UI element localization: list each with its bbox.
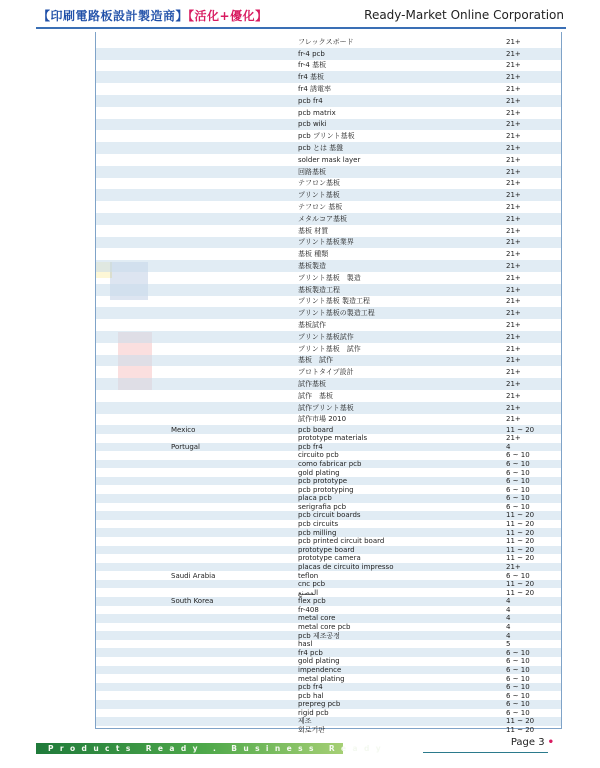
cell-keyword: fr4 基板 — [298, 73, 325, 82]
cell-keyword: テフロン基板 — [298, 179, 340, 188]
cell-keyword: プリント基板の製造工程 — [298, 309, 375, 318]
cell-keyword: 基板製造工程 — [298, 285, 340, 294]
cell-rank: 5 — [506, 640, 511, 649]
cell-rank: 21+ — [506, 344, 521, 353]
table-row — [96, 83, 561, 95]
table-row — [96, 623, 561, 632]
table-row — [96, 460, 561, 469]
cell-rank: 21+ — [506, 562, 521, 571]
cell-keyword: 基板 試作 — [298, 356, 333, 365]
cell-keyword: pcb milling — [298, 528, 337, 537]
cell-rank: 6 ~ 10 — [506, 502, 530, 511]
cell-rank: 11 ~ 20 — [506, 528, 535, 537]
cell-rank: 21+ — [506, 273, 521, 282]
cell-keyword: fr4 pcb — [298, 648, 323, 657]
cell-rank: 11 ~ 20 — [506, 580, 535, 589]
cell-rank: 21+ — [506, 297, 521, 306]
table-row — [96, 468, 561, 477]
cell-keyword: pcb matrix — [298, 108, 336, 117]
cell-keyword: placas de circuito impresso — [298, 562, 394, 571]
cell-rank: 21+ — [506, 167, 521, 176]
cell-country: Mexico — [171, 425, 196, 434]
cell-rank: 21+ — [506, 238, 521, 247]
company-name: Ready-Market Online Corporation — [364, 8, 564, 22]
cell-rank: 4 — [506, 623, 511, 632]
table-row — [96, 178, 561, 190]
cell-keyword: fr-4 基板 — [298, 61, 327, 70]
table-row — [96, 503, 561, 512]
table-row — [96, 107, 561, 119]
cell-country: South Korea — [171, 597, 214, 606]
cell-rank: 6 ~ 10 — [506, 700, 530, 709]
cell-keyword: pcb とは 基盤 — [298, 144, 344, 153]
table-row — [96, 272, 561, 284]
table-row — [96, 597, 561, 606]
cell-rank: 11 ~ 20 — [506, 717, 535, 726]
cell-rank: 21+ — [506, 321, 521, 330]
cell-rank: 11 ~ 20 — [506, 588, 535, 597]
cell-rank: 6 ~ 10 — [506, 708, 530, 717]
table-row — [96, 640, 561, 649]
cell-rank: 11 ~ 20 — [506, 554, 535, 563]
header-divider — [36, 27, 566, 29]
cell-keyword: メタルコア基板 — [298, 214, 347, 223]
cell-rank: 6 ~ 10 — [506, 691, 530, 700]
page-number — [511, 737, 554, 748]
cell-country: Saudi Arabia — [171, 571, 216, 580]
cell-rank: 6 ~ 10 — [506, 477, 530, 486]
cell-rank: 4 — [506, 614, 511, 623]
cell-keyword: metal core — [298, 614, 336, 623]
cell-keyword: 回路基板 — [298, 167, 326, 176]
cell-keyword: フレックスボード — [298, 37, 354, 46]
table-row — [96, 528, 561, 537]
cell-rank: 21+ — [506, 415, 521, 424]
table-row — [96, 614, 561, 623]
cell-keyword: prototype board — [298, 545, 355, 554]
title-accent: 【活化+優化】 — [188, 9, 268, 23]
cell-country: Portugal — [171, 442, 200, 451]
table-row — [96, 648, 561, 657]
table-row — [96, 606, 561, 615]
table-row — [96, 683, 561, 692]
cell-keyword: prototype materials — [298, 434, 368, 443]
keyword-ranking-table — [95, 32, 562, 734]
cell-rank: 21+ — [506, 179, 521, 188]
document-title — [38, 7, 268, 24]
table-row — [96, 378, 561, 390]
cell-rank: 6 ~ 10 — [506, 460, 530, 468]
cell-rank: 21+ — [506, 144, 521, 153]
table-row — [96, 709, 561, 718]
table-row — [96, 48, 561, 60]
table-row — [96, 571, 561, 580]
cell-keyword: プリント基板 製造 — [298, 273, 361, 282]
table-row — [96, 434, 561, 443]
cell-keyword: 基板製造 — [298, 262, 326, 271]
table-row — [96, 284, 561, 296]
cell-keyword: fr-408 — [298, 605, 319, 614]
cell-keyword: 試作プリント基板 — [298, 403, 354, 412]
table-row — [96, 537, 561, 546]
cell-rank: 21+ — [506, 203, 521, 212]
cell-rank: 6 ~ 10 — [506, 451, 530, 460]
table-row — [96, 726, 561, 735]
cell-rank: 6 ~ 10 — [506, 683, 530, 692]
cell-keyword: pcb プリント基板 — [298, 132, 355, 141]
cell-rank: 21+ — [506, 61, 521, 70]
cell-rank: 21+ — [506, 155, 521, 164]
cell-keyword: pcb prototype — [298, 477, 348, 486]
cell-rank: 4 — [506, 631, 511, 640]
table-row — [96, 237, 561, 249]
cell-rank: 21+ — [506, 214, 521, 223]
cell-keyword: pcb wiki — [298, 120, 327, 129]
table-row — [96, 494, 561, 503]
cell-keyword: impendence — [298, 665, 342, 674]
table-row — [96, 130, 561, 142]
cell-keyword: metal plating — [298, 674, 345, 683]
cell-keyword: テフロン 基板 — [298, 203, 343, 212]
cell-rank: 11 ~ 20 — [506, 545, 535, 554]
cell-keyword: flex pcb — [298, 597, 326, 606]
table-row — [96, 225, 561, 237]
cell-rank: 21+ — [506, 96, 521, 105]
table-row — [96, 588, 561, 597]
table-row — [96, 71, 561, 83]
cell-rank: 21+ — [506, 403, 521, 412]
table-row — [96, 414, 561, 426]
table-row — [96, 166, 561, 178]
cell-keyword: hasl — [298, 640, 313, 649]
cell-rank: 4 — [506, 442, 511, 451]
page-label: Page 3 — [510, 737, 545, 748]
table-row — [96, 402, 561, 414]
cell-keyword: 試作基板 — [298, 380, 326, 389]
cell-keyword: prepreg pcb — [298, 700, 341, 709]
table-row — [96, 189, 561, 201]
cell-keyword: pcb fr4 — [298, 96, 323, 105]
table-row — [96, 331, 561, 343]
table-row — [96, 319, 561, 331]
cell-keyword: pcb circuits — [298, 520, 339, 529]
table-row — [96, 260, 561, 272]
cell-keyword: pcb board — [298, 425, 334, 434]
cell-rank: 4 — [506, 597, 511, 606]
cell-keyword: pcb circuit boards — [298, 511, 361, 520]
cell-rank: 21+ — [506, 391, 521, 400]
table-row — [96, 154, 561, 166]
cell-rank: 21+ — [506, 120, 521, 129]
cell-rank: 21+ — [506, 250, 521, 259]
cell-rank: 21+ — [506, 37, 521, 46]
table-row — [96, 142, 561, 154]
cell-keyword: rigid pcb — [298, 708, 329, 717]
cell-rank: 6 ~ 10 — [506, 494, 530, 503]
table-row — [96, 213, 561, 225]
table-row — [96, 520, 561, 529]
cell-keyword: gold plating — [298, 657, 340, 666]
table-row — [96, 119, 561, 131]
title-prefix: 【印刷電路板設計製造商】 — [38, 9, 189, 23]
cell-rank: 11 ~ 20 — [506, 520, 535, 529]
cell-rank: 21+ — [506, 368, 521, 377]
table-row — [96, 248, 561, 260]
cell-rank: 21+ — [506, 191, 521, 200]
cell-keyword: teflon — [298, 571, 319, 580]
cell-rank: 11 ~ 20 — [506, 537, 535, 546]
cell-rank: 21+ — [506, 434, 521, 443]
cell-rank: 6 ~ 10 — [506, 468, 530, 477]
cell-keyword: 基板試作 — [298, 321, 326, 330]
cell-keyword: cnc pcb — [298, 580, 326, 589]
table-row — [96, 366, 561, 378]
cell-keyword: pcb fr4 — [298, 683, 323, 692]
cell-rank: 21+ — [506, 262, 521, 271]
table-row — [96, 563, 561, 572]
cell-rank: 11 ~ 20 — [506, 425, 535, 434]
cell-keyword: プリント基板業界 — [298, 238, 354, 247]
cell-keyword: fr-4 pcb — [298, 49, 325, 58]
cell-keyword: pcb prototyping — [298, 485, 354, 494]
table-row — [96, 390, 561, 402]
cell-keyword: metal core pcb — [298, 623, 351, 632]
cell-keyword: circuito pcb — [298, 451, 339, 460]
cell-keyword: serigrafia pcb — [298, 502, 347, 511]
table-row — [96, 700, 561, 709]
cell-keyword: 試作市場 2010 — [298, 415, 347, 424]
cell-rank: 21+ — [506, 309, 521, 318]
table-row — [96, 554, 561, 563]
table-row — [96, 60, 561, 72]
cell-keyword: pcb printed circuit board — [298, 537, 385, 546]
cell-keyword: プリント基板試作 — [298, 332, 354, 341]
cell-keyword: 基板 種類 — [298, 250, 329, 259]
cell-rank: 21+ — [506, 332, 521, 341]
table-row — [96, 485, 561, 494]
table-row — [96, 546, 561, 555]
cell-keyword: プリント基板 製造工程 — [298, 297, 370, 306]
table-row — [96, 691, 561, 700]
cell-rank: 21+ — [506, 380, 521, 389]
cell-keyword: pcb fr4 — [298, 442, 323, 451]
table-row — [96, 355, 561, 367]
table-row — [96, 674, 561, 683]
cell-rank: 21+ — [506, 132, 521, 141]
cell-keyword: 회로기판 — [298, 725, 326, 734]
cell-keyword: gold plating — [298, 468, 340, 477]
cell-keyword: pcb hal — [298, 691, 324, 700]
cell-rank: 21+ — [506, 226, 521, 235]
cell-rank: 6 ~ 10 — [506, 485, 530, 494]
cell-rank: 21+ — [506, 73, 521, 82]
cell-rank: 6 ~ 10 — [506, 665, 530, 674]
cell-rank: 6 ~ 10 — [506, 648, 530, 657]
table-row — [96, 580, 561, 589]
cell-rank: 21+ — [506, 285, 521, 294]
table-row — [96, 36, 561, 48]
footer-slogan-bar: Products Ready . Business Ready — [36, 743, 343, 754]
cell-keyword: プリント基板 試作 — [298, 344, 361, 353]
cell-keyword: المصنع — [298, 588, 319, 597]
table-row — [96, 631, 561, 640]
cell-rank: 11 ~ 20 — [506, 725, 535, 734]
cell-rank: 21+ — [506, 108, 521, 117]
cell-rank: 21+ — [506, 49, 521, 58]
cell-keyword: プロトタイプ設計 — [298, 368, 354, 377]
cell-rank: 21+ — [506, 356, 521, 365]
cell-rank: 4 — [506, 605, 511, 614]
table-row — [96, 343, 561, 355]
table-row — [96, 95, 561, 107]
cell-rank: 6 ~ 10 — [506, 571, 530, 580]
cell-rank: 11 ~ 20 — [506, 511, 535, 520]
table-row — [96, 296, 561, 308]
cell-rank: 21+ — [506, 85, 521, 94]
cell-keyword: como fabricar pcb — [298, 460, 362, 468]
cell-rank: 6 ~ 10 — [506, 674, 530, 683]
table-row — [96, 443, 561, 452]
table-row — [96, 511, 561, 520]
cell-rank: 6 ~ 10 — [506, 657, 530, 666]
page-dot-marker: • — [547, 737, 554, 748]
cell-keyword: fr4 誘電率 — [298, 85, 332, 94]
table-row — [96, 201, 561, 213]
footer-divider — [423, 752, 548, 753]
cell-keyword: prototype camera — [298, 554, 361, 563]
table-row — [96, 666, 561, 675]
cell-keyword: 試作 基板 — [298, 391, 333, 400]
cell-keyword: プリント基板 — [298, 191, 340, 200]
table-row — [96, 657, 561, 666]
cell-keyword: pcb 제조공정 — [298, 631, 341, 640]
cell-keyword: 제조 — [298, 717, 312, 726]
cell-keyword: placa pcb — [298, 494, 332, 503]
cell-keyword: solder mask layer — [298, 155, 361, 164]
table-row — [96, 307, 561, 319]
cell-keyword: 基板 材質 — [298, 226, 329, 235]
table-row — [96, 451, 561, 460]
table-row — [96, 425, 561, 434]
table-row — [96, 477, 561, 486]
table-row — [96, 717, 561, 726]
